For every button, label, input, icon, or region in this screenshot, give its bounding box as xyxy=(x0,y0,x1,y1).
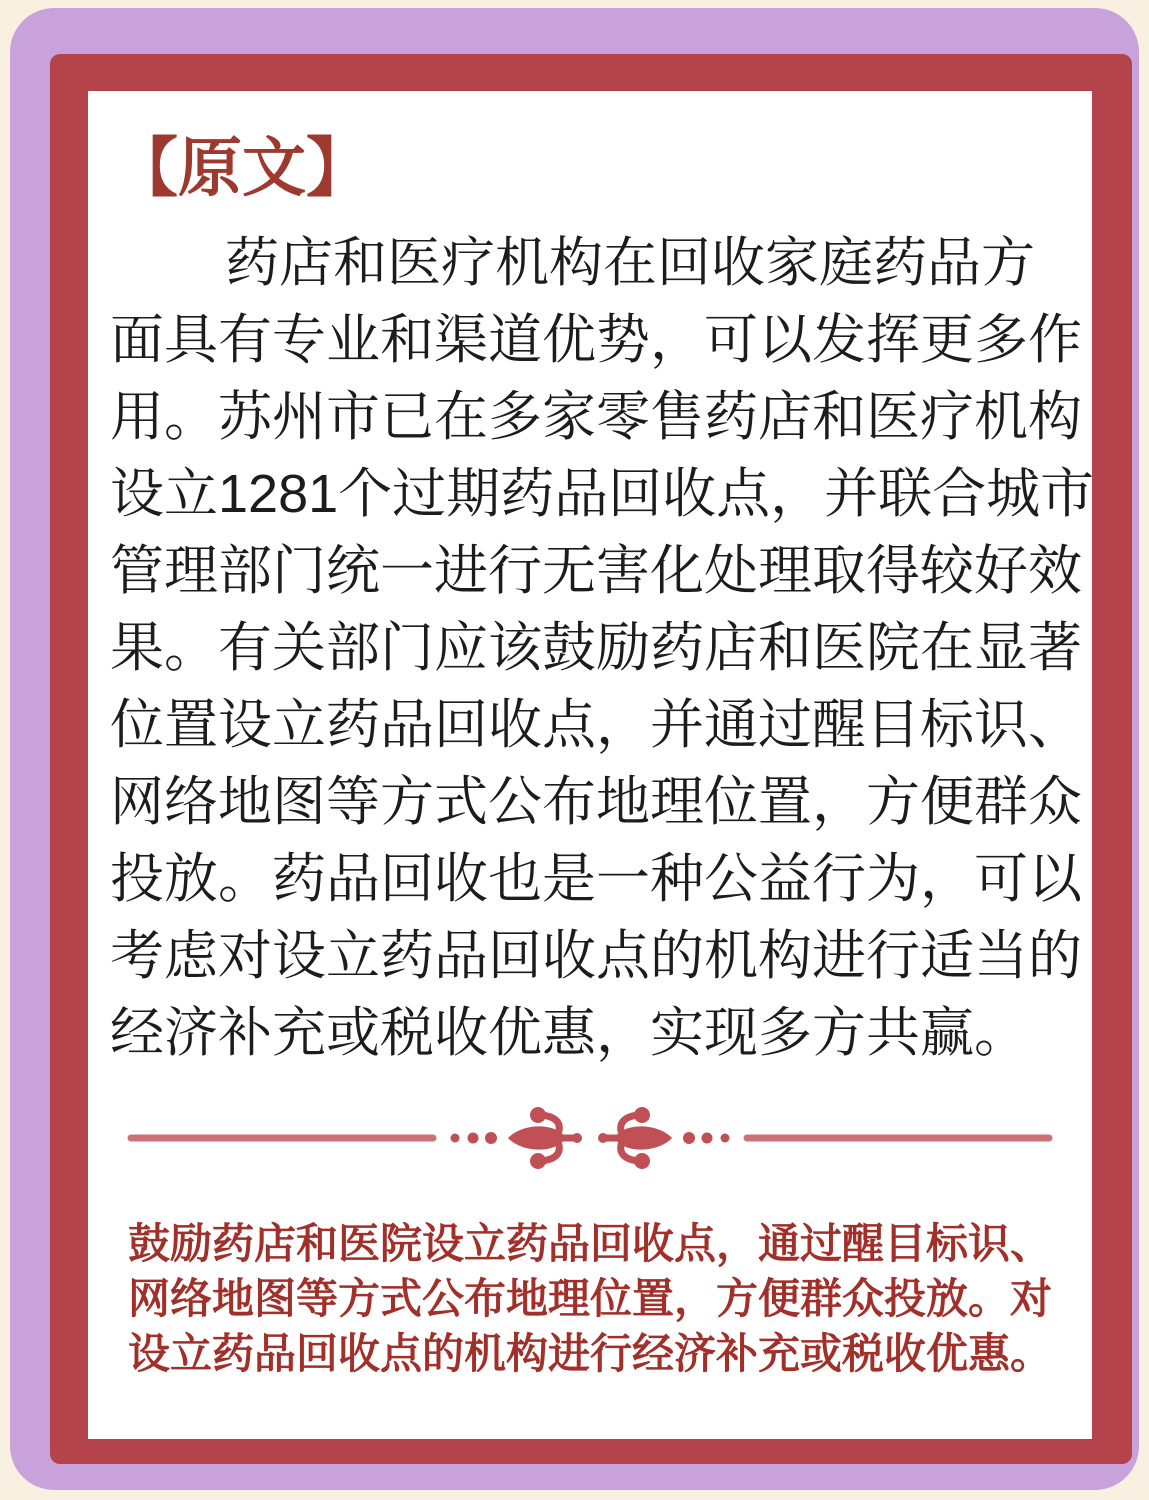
summary-line: 设立药品回收点的机构进行经济补充或税收优惠。 xyxy=(127,1330,1052,1378)
body-line: 用。苏州市已在多家零售药店和医疗机构 xyxy=(110,387,1082,448)
body-line: 考虑对设立药品回收点的机构进行适当的 xyxy=(110,926,1082,987)
summary-line: 鼓励药店和医院设立药品回收点，通过醒目标识、 xyxy=(127,1220,1052,1268)
summary-text xyxy=(118,1216,1062,1381)
body-line: 管理部门统一进行无害化处理取得较好效 xyxy=(110,541,1082,602)
red-frame xyxy=(50,54,1132,1464)
body-line: 设立1281个过期药品回收点，并联合城市 xyxy=(110,464,1095,525)
body-line: 药店和医疗机构在回收家庭药品方 xyxy=(225,233,1036,294)
content-area xyxy=(88,132,1095,1481)
body-line: 面具有专业和渠道优势，可以发挥更多作 xyxy=(110,310,1082,371)
body-line: 位置设立药品回收点，并通过醒目标识、 xyxy=(110,695,1082,756)
summary-line: 网络地图等方式公布地理位置，方便群众投放。对 xyxy=(127,1275,1052,1323)
original-text-paragraph xyxy=(110,225,1095,1072)
body-line: 投放。药品回收也是一种公益行为，可以 xyxy=(110,849,1082,910)
fleur-left xyxy=(508,1107,582,1169)
body-line: 经济补充或税收优惠，实现多方共赢。 xyxy=(110,1003,1028,1064)
fleur-right xyxy=(598,1107,672,1169)
fleur-divider-ornament xyxy=(125,1100,1055,1176)
page-title: 【原文】 xyxy=(114,132,370,204)
body-line: 果。有关部门应该鼓励药店和医院在显著 xyxy=(110,618,1082,679)
body-line: 网络地图等方式公布地理位置，方便群众 xyxy=(110,772,1082,833)
purple-border-card xyxy=(10,8,1139,1490)
